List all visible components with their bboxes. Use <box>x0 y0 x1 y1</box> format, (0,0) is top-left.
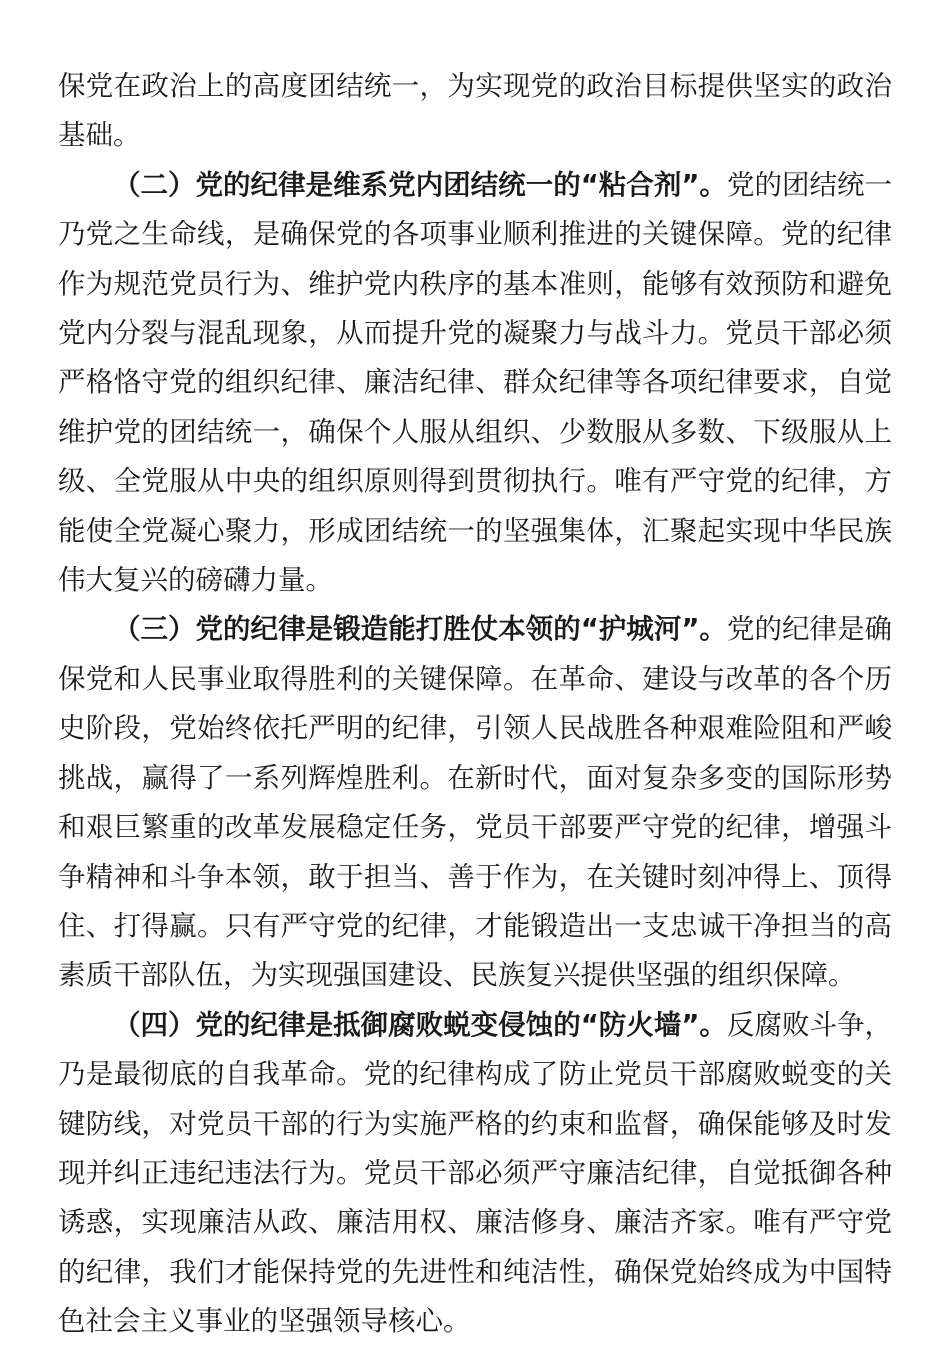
paragraph-text: 党的团结统一乃党之生命线，是确保党的各项事业顺利推进的关键保障。党的纪律作为规范党员行为、维护党内秩序的基本准则，能够有效预防和避免党内分裂与混乱现象，从而提升党的凝聚力与战斗力。党员干部必须严格恪守党的组织纪律、廉洁纪律、群众纪律等各项纪律要求，自觉维护党的团结统一，确保个人服从组织、少数服从多数、下级服从上级、全党服从中央的组织原则得到贯彻执行。唯有严守党的纪律，方能使全党凝心聚力，形成团结统一的坚强集体，汇聚起实现中华民族伟大复兴的磅礴力量。 <box>58 168 892 597</box>
paragraph-text: 保党在政治上的高度团结统一，为实现党的政治目标提供坚实的政治基础。 <box>58 70 892 152</box>
paragraph-text: 反腐败斗争，乃是最彻底的自我革命。党的纪律构成了防止党员干部腐败蜕变的关键防线，对党员干部的行为实施严格的约束和监督，确保能够及时发现并纠正违纪违法行为。党员干部必须严守廉洁纪律，自觉抵御各种诱惑，实现廉洁从政、廉洁用权、廉洁修身、廉洁齐家。唯有严守党的纪律，我们才能保持党的先进性和纯洁性，确保党始终成为中国特色社会主义事业的坚强领导核心。 <box>58 1008 892 1338</box>
section-heading: （三）党的纪律是锻造能打胜仗本领的“护城河”。 <box>113 613 727 646</box>
paragraph-continuation <box>58 62 892 161</box>
paragraph-section-2 <box>58 161 892 606</box>
paragraph-section-4 <box>58 1001 892 1347</box>
paragraph-text: 党的纪律是确保党和人民事业取得胜利的关键保障。在革命、建设与改革的各个历史阶段，党始终依托严明的纪律，引领人民战胜各种艰难险阻和严峻挑战，赢得了一系列辉煌胜利。在新时代，面对复杂多变的国际形势和艰巨繁重的改革发展稳定任务，党员干部要严守党的纪律，增强斗争精神和斗争本领，敢于担当、善于作为，在关键时刻冲得上、顶得住、打得赢。只有严守党的纪律，才能锻造出一支忠诚干净担当的高素质干部队伍，为实现强国建设、民族复兴提供坚强的组织保障。 <box>58 613 892 992</box>
section-heading: （二）党的纪律是维系党内团结统一的“粘合剂”。 <box>113 168 727 201</box>
paragraph-section-3 <box>58 605 892 1000</box>
section-heading: （四）党的纪律是抵御腐败蜕变侵蚀的“防火墙”。 <box>113 1008 727 1041</box>
document-body <box>58 62 892 1347</box>
